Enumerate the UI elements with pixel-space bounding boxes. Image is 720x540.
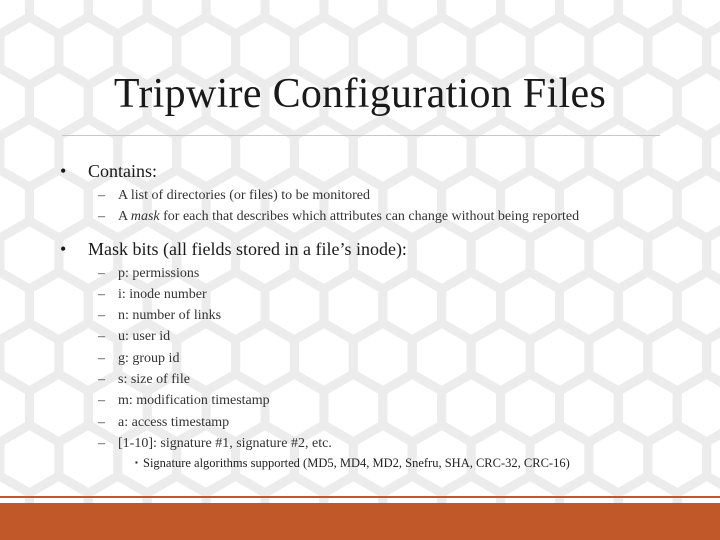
list-item-text: m: modification timestamp	[118, 393, 270, 409]
dash-marker: –	[98, 329, 105, 345]
dash-marker: –	[98, 372, 105, 388]
dash-marker: –	[98, 414, 105, 430]
list-item	[98, 433, 690, 454]
list-item-text: n: number of links	[118, 308, 222, 324]
title-divider	[62, 135, 660, 136]
contains-sublist	[98, 185, 690, 228]
list-item-emphasis: mask	[130, 209, 160, 225]
list-item-text: A	[118, 209, 131, 225]
list-item	[98, 412, 690, 433]
list-item	[98, 206, 690, 227]
footer-accent-line	[0, 496, 720, 498]
slide-body	[60, 160, 690, 472]
list-item	[98, 390, 690, 411]
list-item-text-rest: for each that describes which attributes can change without being reported	[159, 209, 580, 225]
list-item	[98, 263, 690, 284]
bullet-marker: •	[60, 161, 67, 181]
slide-title: Tripwire Configuration Files	[113, 71, 607, 117]
list-item	[98, 326, 690, 347]
list-item-text: i: inode number	[118, 286, 207, 302]
bullet-marker: •	[60, 238, 67, 259]
list-item	[98, 185, 690, 206]
list-item	[98, 305, 690, 326]
square-bullet-icon: ▪	[135, 458, 138, 468]
dash-marker: –	[98, 393, 105, 409]
list-item-text: s: size of file	[118, 372, 190, 388]
mask-bits-sublist	[98, 263, 690, 455]
dash-marker: –	[98, 308, 105, 324]
list-item	[98, 348, 690, 369]
bullet-text: Mask bits (all fields stored in a file’s inode):	[88, 238, 407, 259]
bullet-text: Contains:	[88, 161, 158, 181]
dash-marker: –	[98, 265, 105, 281]
list-item-text: g: group id	[118, 350, 180, 366]
bullet-mask-bits	[60, 238, 690, 260]
list-item-text: [1-10]: signature #1, signature #2, etc.	[118, 435, 332, 451]
list-item	[98, 284, 690, 305]
signature-note	[135, 454, 690, 472]
dash-marker: –	[98, 350, 105, 366]
dash-marker: –	[98, 286, 105, 302]
signature-note-text: Signature algorithms supported (MD5, MD4, MD2, Snefru, SHA, CRC-32, CRC-16)	[143, 456, 570, 471]
list-item-text: u: user id	[118, 329, 171, 345]
dash-marker: –	[98, 188, 105, 203]
dash-marker: –	[98, 209, 105, 225]
list-item-text: a: access timestamp	[118, 414, 230, 430]
list-item-text: p: permissions	[118, 265, 200, 281]
dash-marker: –	[98, 435, 105, 451]
bullet-contains	[60, 160, 690, 182]
list-item	[98, 369, 690, 390]
list-item-text: A list of directories (or files) to be monitored	[118, 188, 370, 203]
footer-accent-bar	[0, 503, 720, 540]
